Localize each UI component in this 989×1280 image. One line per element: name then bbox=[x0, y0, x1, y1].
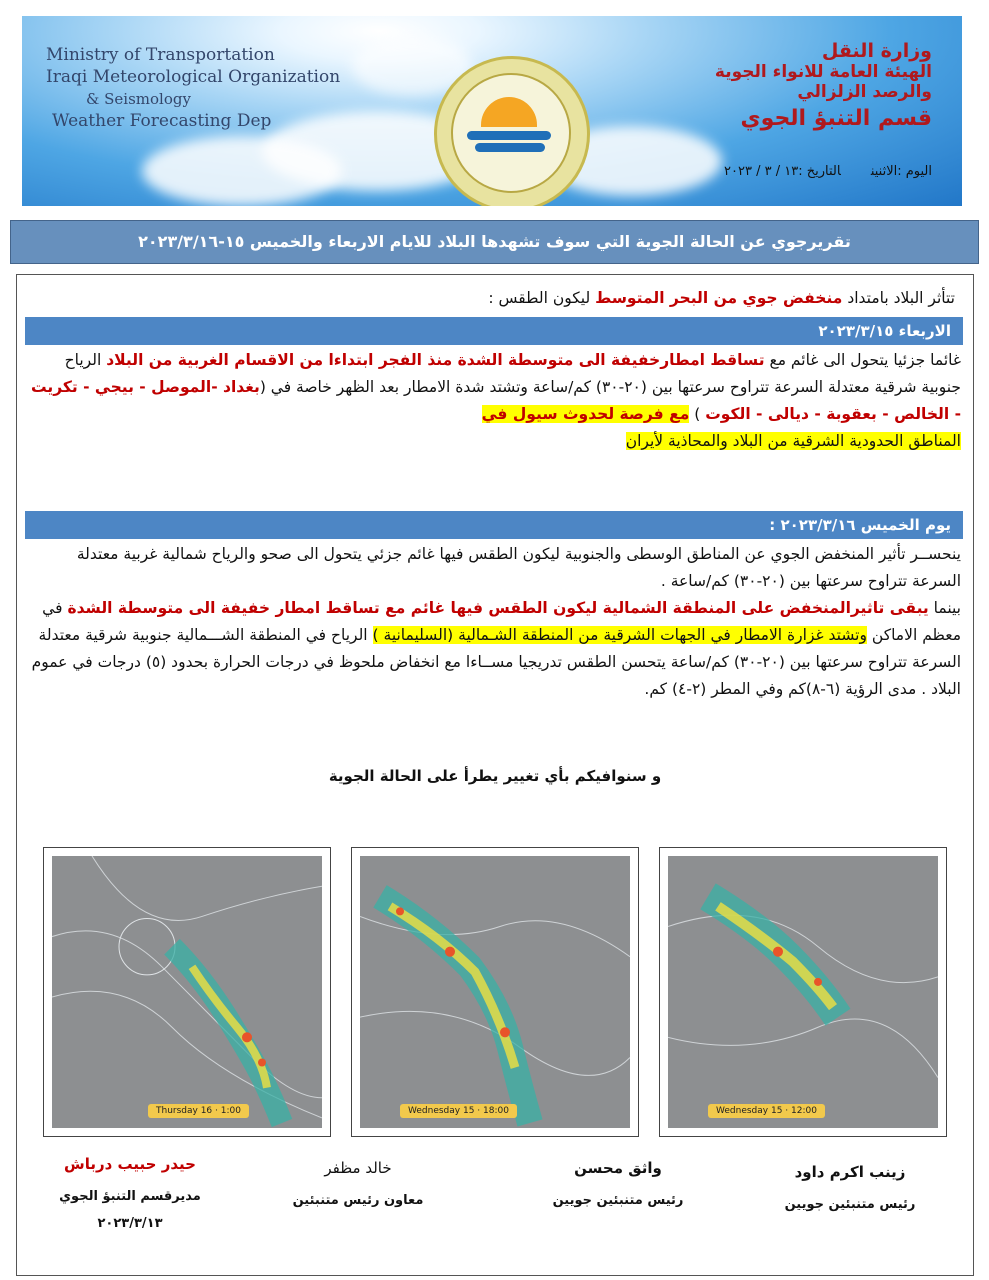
report-day: اليوم :الاثنين bbox=[870, 164, 932, 179]
signature-director: حيدر حبيب درباش مديرقسم التنبؤ الجوي ٢٠٢٣/٣/١٣ bbox=[59, 1155, 201, 1231]
report-date: التاريخ :١٣ / ٣ / ٢٠٢٣ bbox=[724, 164, 841, 179]
report-date-line bbox=[724, 164, 932, 179]
wednesday-heading: الاربعاء ٢٠٢٣/٣/١٥ bbox=[25, 317, 963, 345]
map-timestamp: Thursday 16 · 1:00 bbox=[148, 1104, 249, 1118]
forecast-map-wednesday-evening bbox=[351, 847, 639, 1137]
meteorological-organization-logo bbox=[434, 56, 590, 206]
signature-forecaster-1: واثق محسن رئيس متنبئين جويين bbox=[552, 1159, 684, 1208]
signature-forecaster-2: زينب اكرم داود رئيس متنبئين جويين bbox=[784, 1163, 916, 1212]
organization-name-english: Ministry of Transportation Iraqi Meteorological Organization & Seismology Weather Forecasting Dep bbox=[46, 45, 341, 131]
forecast-map-thursday bbox=[43, 847, 331, 1137]
intro-line: تتأثر البلاد بامتداد منخفض جوي من البحر المتوسط ليكون الطقس : bbox=[488, 289, 955, 307]
forecast-map-wednesday-noon bbox=[659, 847, 947, 1137]
organization-name-arabic: وزارة النقل الهيئة العامة للانواء الجوية والرصد الزلزالي قسم التنبؤ الجوي bbox=[714, 40, 932, 131]
report-title: تقريرجوي عن الحالة الجوية التي سوف تشهدها البلاد للايام الاربعاء والخميس ١٥-٢٠٢٣/٣/١٦ bbox=[10, 220, 979, 264]
map-timestamp: Wednesday 15 · 12:00 bbox=[708, 1104, 825, 1118]
signature-assistant: خالد مظفر معاون رئيس متنبئين bbox=[292, 1159, 424, 1208]
thursday-forecast: ينحســر تأثير المنخفض الجوي عن المناطق الوسطى والجنوبية ليكون الطقس فيها غائم جزئي يتحول الى صحو والرياح شمالية غربية معتدلة السرعة تتراوح سرعتها بين (٢٠-٣٠) كم/ساعة . بينما يبقى تاثيرالمنخفض على المنطقة الشمالية ليكون الطقس فيها غائم مع تساقط امطار خفيفة الى متوسطة الشدة في معظم الاماكن وتشتد غزارة الامطار في الجهات الشرقية من المنطقة الشـمالية (السليمانية ) الرياح في المنطقة الشـــمالية جنوبية شرقية معتدلة السرعة تتراوح سرعتها بين (٢٠-٣٠) كم/ساعة يتحسن الطقس تدريجيا مســاءا مع انخفاض ملحوظ في درجات الحرارة بحدود (٥) درجات في عموم البلاد . مدى الرؤية (٦-٨)كم وفي المطر (٢-٤) كم. bbox=[31, 545, 961, 698]
forecast-maps bbox=[17, 847, 973, 1147]
map-timestamp: Wednesday 15 · 18:00 bbox=[400, 1104, 517, 1118]
signatures bbox=[17, 1155, 973, 1275]
letterhead-banner bbox=[22, 16, 962, 206]
closing-note: و سنوافيكم بأي تغيير يطرأ على الحالة الجوية bbox=[328, 767, 662, 785]
report-body bbox=[16, 274, 974, 1276]
thursday-heading: يوم الخميس ٢٠٢٣/٣/١٦ : bbox=[25, 511, 963, 539]
wednesday-forecast: غائما جزئيا يتحول الى غائم مع تساقط امطارخفيفة الى متوسطة الشدة منذ الفجر ابتداءا من الاقسام الغربية من البلاد الرياح جنوبية شرقية معتدلة السرعة تتراوح سرعتها بين (٢٠-٣٠) كم/ساعة وتشتد شدة الامطار بعد الظهر خاصة في (بغداد -الموصل - بيجي - تكريت - الخالص - بعقوبة - ديالى - الكوت ) مع فرصة لحدوث سيول في المناطق الحدودية الشرقية من البلاد والمحاذية لأيران bbox=[30, 351, 961, 450]
